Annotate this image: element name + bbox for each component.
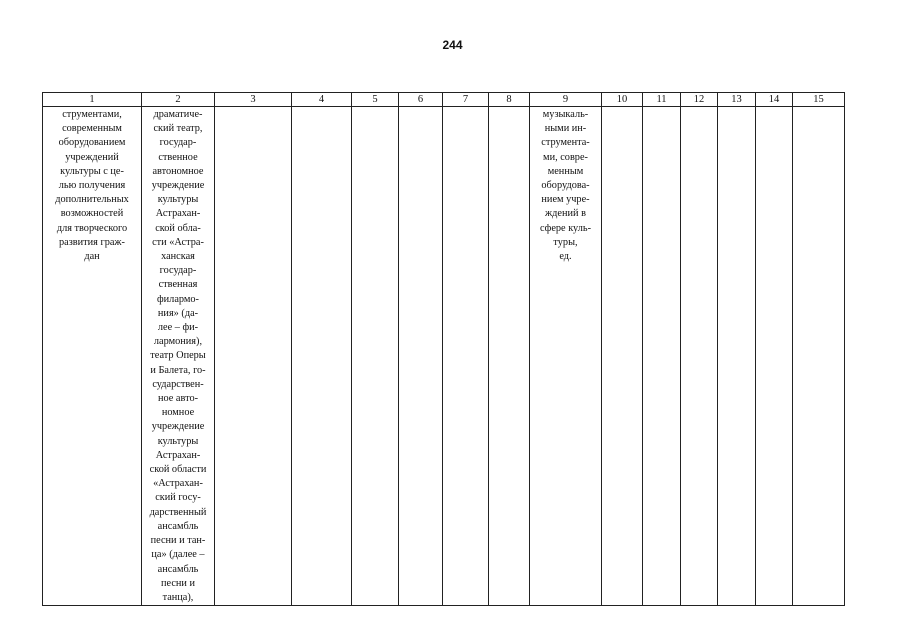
column-header-1: 1	[43, 93, 142, 107]
cell-col-10	[602, 107, 643, 606]
cell-col-12	[681, 107, 718, 606]
cell-text	[643, 107, 680, 108]
cell-text	[352, 107, 398, 108]
table-row	[43, 107, 845, 606]
cell-text: струментами, современным оборудованием учреждений культуры с це- лью получения дополнительных возможностей для творческого развития граж- дан	[55, 109, 129, 263]
cell-text	[292, 107, 351, 108]
column-header-14: 14	[756, 93, 793, 107]
column-header-8: 8	[489, 93, 530, 107]
cell-text	[756, 107, 792, 108]
page-number: 244	[442, 38, 463, 52]
data-table	[42, 92, 845, 606]
cell-col-15	[793, 107, 845, 606]
cell-text	[215, 107, 291, 108]
column-header-5: 5	[352, 93, 399, 107]
column-header-6: 6	[399, 93, 443, 107]
column-header-2: 2	[142, 93, 215, 107]
cell-text	[399, 107, 442, 108]
column-header-7: 7	[443, 93, 489, 107]
cell-col-1	[43, 107, 142, 606]
cell-col-11	[643, 107, 681, 606]
cell-col-8	[489, 107, 530, 606]
cell-col-2	[142, 107, 215, 606]
cell-col-3	[215, 107, 292, 606]
cell-col-14	[756, 107, 793, 606]
column-header-12: 12	[681, 93, 718, 107]
cell-text	[602, 107, 642, 108]
cell-text	[443, 107, 488, 108]
column-header-3: 3	[215, 93, 292, 107]
cell-col-6	[399, 107, 443, 606]
cell-col-9	[530, 107, 602, 606]
cell-col-5	[352, 107, 399, 606]
column-header-4: 4	[292, 93, 352, 107]
cell-text	[489, 107, 529, 108]
cell-text: музыкаль- ными ин- струмента- ми, совре- менным оборудова- нием учре- ждений в сфере куль- туры, ед.	[539, 109, 592, 263]
column-header-10: 10	[602, 93, 643, 107]
cell-text	[793, 107, 844, 108]
column-header-15: 15	[793, 93, 845, 107]
cell-col-13	[718, 107, 756, 606]
cell-col-4	[292, 107, 352, 606]
column-header-11: 11	[643, 93, 681, 107]
header-row	[43, 93, 845, 107]
cell-text	[681, 107, 717, 108]
column-header-13: 13	[718, 93, 756, 107]
cell-col-7	[443, 107, 489, 606]
cell-text: драматиче- ский театр, государ- ственное автономное учреждение культуры Астрахан- ской обла- сти «Астра- ханская государ- ственная филармо- ния» (да- лее – фи- лармония), театр Оперы и Балета, го- сударствен- ное авто- номное учреждение культуры Астрахан- ской области «Астрахан- ский госу- дарственный ансамбль песни и тан- ца» (далее – ансамбль песни и танца),	[149, 109, 207, 603]
cell-text	[718, 107, 755, 108]
column-header-9: 9	[530, 93, 602, 107]
